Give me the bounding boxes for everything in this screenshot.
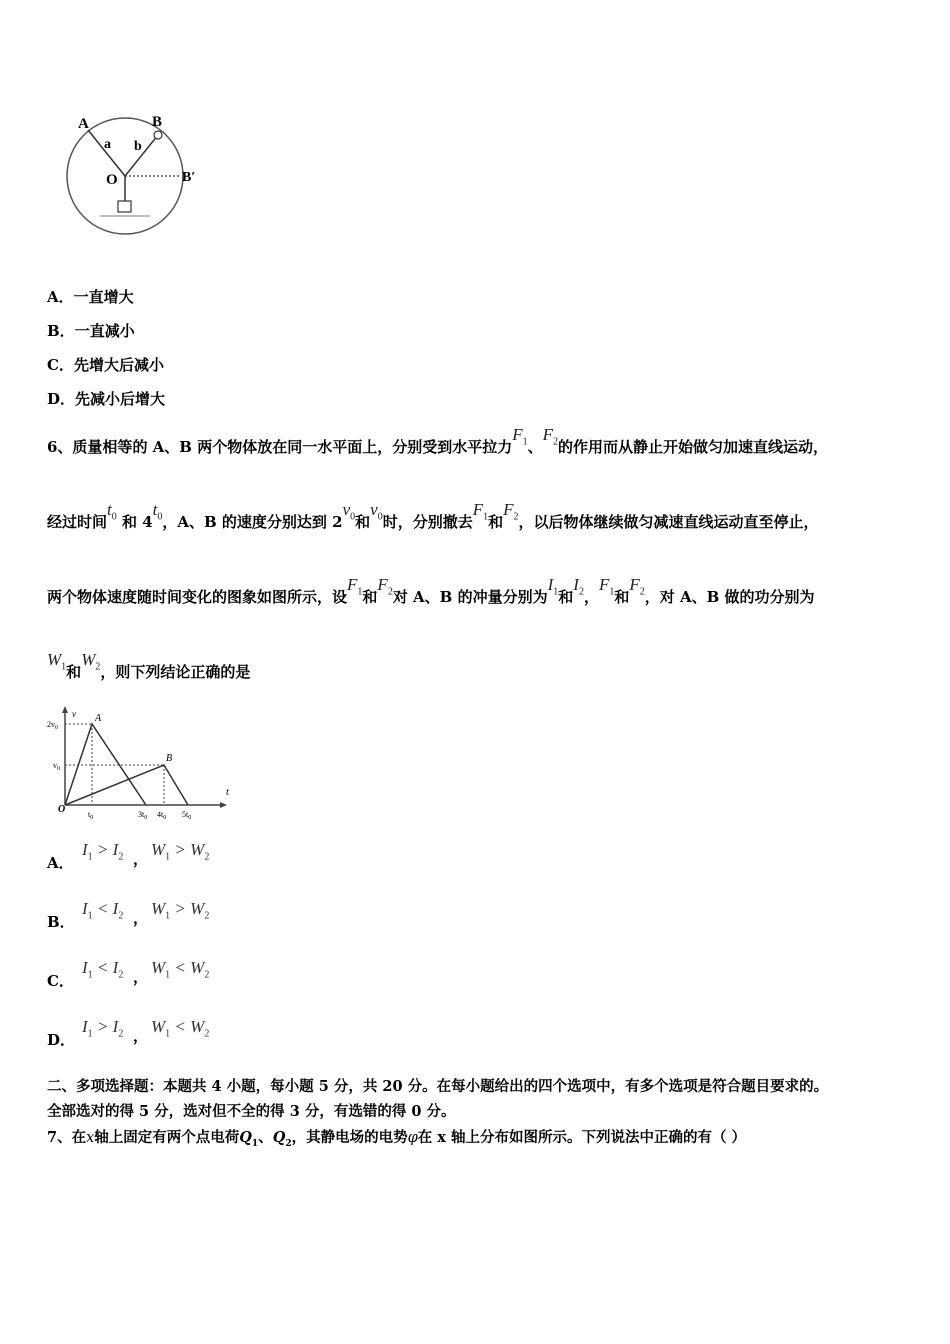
label-b: b — [134, 139, 142, 154]
option-math: $I_1 > I_2$ — [82, 1017, 124, 1040]
q6-text: 和 — [66, 663, 82, 681]
option-text: 一直增大 — [73, 288, 134, 306]
q6-line-2 — [47, 500, 819, 534]
q6-text: 6、质量相等的 A、B 两个物体放在同一水平面上，分别受到水平拉力 — [47, 438, 513, 456]
math-W2: $W_2$ — [81, 650, 101, 673]
option-math: $W_1 > W_2$ — [151, 840, 210, 863]
math-I2: $I_2$ — [573, 575, 584, 598]
x-label: t — [226, 787, 229, 798]
option-math: $I_1 < I_2$ — [82, 899, 124, 922]
label-O: O — [106, 172, 118, 188]
option-letter: C． — [47, 356, 74, 374]
math-F2: $F_2$ — [377, 575, 393, 598]
line-B — [65, 765, 188, 805]
q6-text: ，则下列结论正确的是 — [100, 663, 251, 681]
hanging-block — [118, 201, 131, 212]
q6-text: ，对 A、B 做的功分别为 — [644, 588, 815, 606]
option-comma: ， — [133, 850, 149, 868]
point-B-label: B — [166, 753, 173, 764]
label-a: a — [104, 137, 111, 152]
math-F1: $F_1$ — [472, 500, 489, 523]
option-letter: A． — [47, 288, 74, 306]
y-label: v — [72, 709, 76, 719]
label-A: A — [78, 116, 89, 132]
q6-text: ，A、B 的速度分别达到 2 — [162, 513, 343, 531]
q5-option-a[interactable] — [47, 286, 134, 307]
option-text: 一直减小 — [74, 322, 135, 340]
point-A-label: A — [95, 713, 102, 724]
option-letter: B． — [47, 913, 75, 931]
q6-text: 的作用而从静止开始做匀加速直线运动， — [558, 438, 829, 456]
q6-line-1 — [47, 425, 829, 459]
q6-text: 和 — [488, 513, 504, 531]
x-tick-4t0: $4t_0$ — [157, 810, 167, 821]
option-comma: ， — [133, 968, 149, 986]
x-tick-5t0: $5t_0$ — [182, 810, 192, 821]
option-text: 先增大后减小 — [73, 356, 164, 374]
math-F1: $F_1$ — [598, 575, 615, 598]
option-letter: D． — [47, 390, 76, 408]
option-math: $I_1 > I_2$ — [82, 840, 124, 863]
section2-line-1: 二、多项选择题：本题共 4 小题，每小题 5 分，共 20 分。在每小题给出的四个选项中，有多个选项是符合题目要求的。 — [47, 1078, 829, 1095]
q6-option-b[interactable] — [47, 899, 347, 929]
math-W1: $W_1$ — [47, 650, 67, 673]
math-F1: $F_1$ — [512, 425, 528, 448]
origin-label: O — [58, 804, 66, 815]
q6-option-d[interactable] — [47, 1017, 347, 1047]
q6-option-a[interactable] — [47, 840, 347, 870]
point-b-ring — [154, 131, 162, 139]
math-t0: $t_0$ — [107, 500, 117, 523]
option-text: 先减小后增大 — [75, 390, 166, 408]
q6-text: 和 — [355, 513, 371, 531]
math-F2: $F_2$ — [542, 425, 558, 448]
option-letter: D． — [47, 1031, 76, 1049]
option-comma: ， — [133, 909, 149, 927]
q6-text: ， — [583, 588, 599, 606]
x-axis-arrow — [220, 802, 227, 808]
circle-figure — [60, 108, 220, 238]
option-math: $W_1 < W_2$ — [151, 958, 210, 981]
option-letter: C． — [47, 972, 74, 990]
q6-text: 和 — [614, 588, 630, 606]
q6-text: 两个物体速度随时间变化的图象如图所示，设 — [47, 588, 348, 606]
option-comma: ， — [133, 1027, 149, 1045]
q6-text: 对 A、B 的冲量分别为 — [392, 588, 548, 606]
label-Bprime: B′ — [182, 170, 196, 185]
math-v0: $v_0$ — [370, 500, 383, 523]
math-v0: $v_0$ — [342, 500, 356, 523]
option-math: $W_1 < W_2$ — [151, 1017, 210, 1040]
section2-line-2: 全部选对的得 5 分，选对但不全的得 3 分，有选错的得 0 分。 — [47, 1103, 456, 1120]
x-tick-t0: $t_0$ — [88, 810, 94, 821]
math-F2: $F_2$ — [629, 575, 645, 598]
q6-text: 和 — [558, 588, 574, 606]
q6-text: 和 — [362, 588, 378, 606]
q5-option-b[interactable] — [47, 320, 135, 341]
q6-text: 、 — [527, 438, 543, 456]
math-F2: $F_2$ — [503, 500, 519, 523]
q6-text: ，以后物体继续做匀减速直线运动直至停止， — [518, 513, 819, 531]
y-axis-arrow — [62, 706, 68, 713]
y-tick-v0: $v_0$ — [53, 761, 60, 772]
option-letter: A． — [47, 854, 74, 872]
q6-option-c[interactable] — [47, 958, 347, 988]
q6-text: 经过时间 — [47, 513, 108, 531]
q5-option-d[interactable] — [47, 388, 165, 409]
y-tick-2v0: $2v_0$ — [47, 720, 58, 731]
math-I1: $I_1$ — [547, 575, 559, 598]
q6-text: 和 4 — [116, 513, 153, 531]
q6-text: 时，分别撤去 — [382, 513, 473, 531]
math-F1: $F_1$ — [347, 575, 363, 598]
q6-line-3 — [47, 575, 815, 609]
math-t0: $t_0$ — [152, 500, 163, 523]
q7-stem: 7、在x轴上固定有两个点电荷$Q_1$、$Q_2$，其静电场的电势φ在 x 轴上分布如图所示。下列说法中正确的有（ ） — [47, 1129, 747, 1149]
label-B: B — [152, 114, 163, 130]
vt-graph — [42, 705, 242, 823]
x-tick-3t0: $3t_0$ — [138, 810, 148, 821]
q6-line-4 — [47, 650, 251, 684]
option-math: $I_1 < I_2$ — [82, 958, 124, 981]
option-math: $W_1 > W_2$ — [151, 899, 210, 922]
option-letter: B． — [47, 322, 75, 340]
q5-option-c[interactable] — [47, 354, 164, 375]
